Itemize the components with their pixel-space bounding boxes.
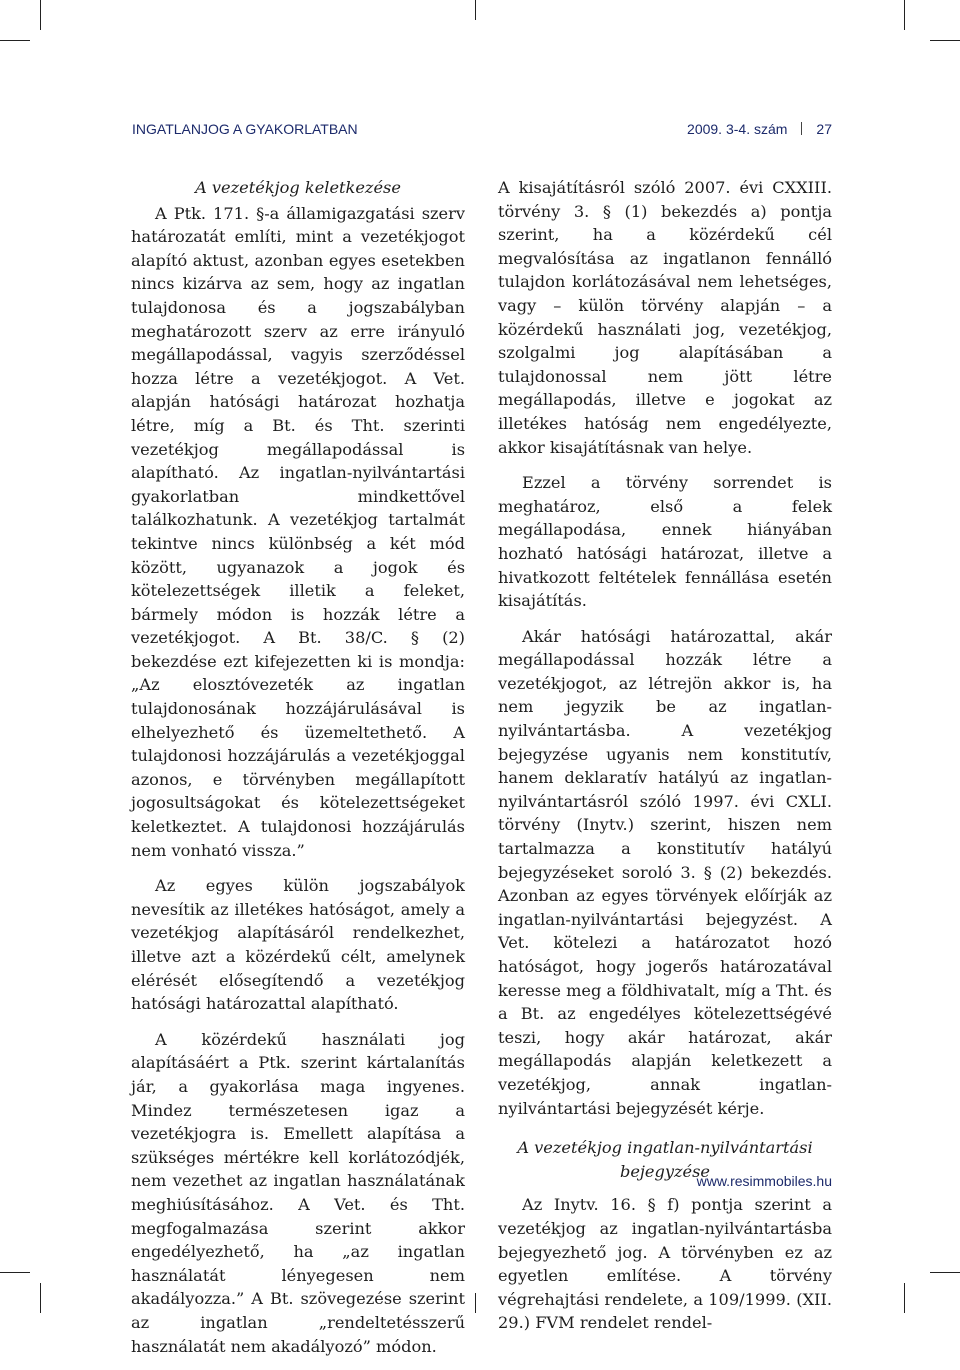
crop-mark (930, 1272, 960, 1273)
issue-info (687, 121, 832, 137)
body-paragraph: Az Inytv. 16. § f) pontja szerint a vezetékjog az ingatlan-nyilvántartásba bejegyezhető jog. A törvényben ez az egyetlen említése. A törvény végrehajtási rendelete, a 109/1999. (XII. 29.) FVM rendelet rendel- (498, 1195, 832, 1333)
body-paragraph: Akár hatósági határozattal, akár megállapodással hozzák létre a vezetékjogot, az létrejön akkor is, ha nem jegyzik be az ingatlan-nyilvántartásba. A vezetékjog bejegyzése ugyanis nem konstitutív, hanem deklaratív hatályú az ingatlan-nyilvántartásról szóló 1997. évi CXLI. törvény (Inytv.) szerint, hiszen nem tartalmazza a konstitutív hatályú bejegyzéseket soroló 3. § (2) bekezdés. Azonban az egyes törvények előírják az ingatlan-nyilvántartási bejegyzést. A Vet. kötelezi a határozatot hozó hatóságot, hogy jogerős határozatával keresse meg a földhivatalt, míg a Tht. és a Bt. az engedélyes kötelezettségévé teszi, hogy akár határozat, akár megállapodás alapján keletkezett a vezetékjog, annak ingatlan-nyilvántartási bejegyzését kérje. (498, 626, 832, 1118)
section-title: A vezetékjog ingatlan-nyilvántartási bejegyzése (517, 1138, 813, 1181)
body-paragraph: A közérdekű használati jog alapításáért a Ptk. szerint kártalanítás jár, a gyakorlása maga ingyenes. Mindez természetesen igaz a vezetékjogra is. Emellett alapítása a szükséges mértékre kell korlátozódjék, nem vezethet az ingatlan használatának meghiúsításához. A Vet. és Tht. megfogalmazása szerint akkor engedélyezhető, ha „az ingatlan használatát lényegesen nem akadályozza.” A Bt. szövegezése szerint az ingatlan „rendeltetésszerű használatát nem akadályozó” módon. (131, 1029, 465, 1356)
crop-mark (475, 1293, 476, 1313)
page-number: 27 (816, 121, 832, 137)
crop-mark (0, 1272, 30, 1273)
body-paragraph: A Ptk. 171. §-a államigazgatási szerv határozatát említi, mint a vezetékjogot alapító aktust, azonban egyes esetekben nincs kizárva az sem, hogy az ingatlan tulajdonosa és a jogszabályban meghatározott szerv az erre irányuló megállapodással, vagyis szerződéssel hozza létre a vezetékjogot. A Vet. alapján hatósági határozat hozhatja létre, míg a Bt. és Tht. szerinti vezetékjog megállapodással is alapítható. Az ingatlan-nyilvántartási gyakorlatban mindkettővel találkozhatunk. A vezetékjog tartalmát tekintve nincs különbség a két mód között, ugyanazok a jogok és kötelezettségek illetik a feleket, bármely módon is hozzák létre a vezetékjogot. A Bt. 38/C. § (2) bekezdése ezt kifejezetten ki is mondja: „Az elosztóvezeték az ingatlan tulajdonosának hozzájárulásával is elhelyezhető és üzemeltethető. A tulajdonosi hozzájárulás a vezetékjoggal azonos, e törvényben megállapított jogosultságokat és kötelezettségeket keletkeztet. A tulajdonosi hozzájárulás nem vonható vissza.” (131, 203, 465, 860)
crop-mark (930, 40, 960, 41)
body-paragraph: A kisajátításról szóló 2007. évi CXXIII. törvény 3. § (1) bekezdés a) pontja szerint, ha a közérdekű cél megvalósítása az ingatlanon fennálló tulajdon korlátozásával nem lehetséges, vagy – külön törvény alapján – a közérdekű használati jog, vezetékjog, szolgalmi jog alapításában a tulajdonossal nem jött létre megállapodás, illetve e jogokat az illetékes hatóság nem engedélyezte, akkor kisajátításnak van helye. (498, 178, 832, 457)
issue-label: 2009. 3-4. szám (687, 121, 788, 137)
section-title: A vezetékjog keletkezése (195, 178, 401, 197)
crop-mark (904, 0, 905, 30)
header-divider (801, 122, 802, 135)
journal-title: INGATLANJOG A GYAKORLATBAN (132, 121, 358, 137)
left-column (131, 176, 465, 1370)
body-paragraph: Az egyes külön jogszabályok nevesítik az illetékes hatóságot, amely a vezetékjog alapításáról rendelkezhet, illetve azt a közérdekű célt, amelynek elérését elősegítendő a vezetékjog hatósági határozattal alapítható. (131, 876, 465, 1014)
running-header (132, 121, 832, 141)
footer-url: www.resimmobiles.hu (696, 1173, 832, 1189)
crop-mark (475, 0, 476, 20)
crop-mark (0, 40, 30, 41)
body-paragraph: Ezzel a törvény sorrendet is meghatároz, első a felek megállapodása, ennek hiányában hozható hatósági határozat, illetve a hivatkozott feltételek fennállása esetén kisajátítás. (498, 473, 832, 611)
crop-mark (904, 1283, 905, 1313)
right-column (498, 176, 832, 1347)
crop-mark (40, 1283, 41, 1313)
crop-mark (40, 0, 41, 30)
